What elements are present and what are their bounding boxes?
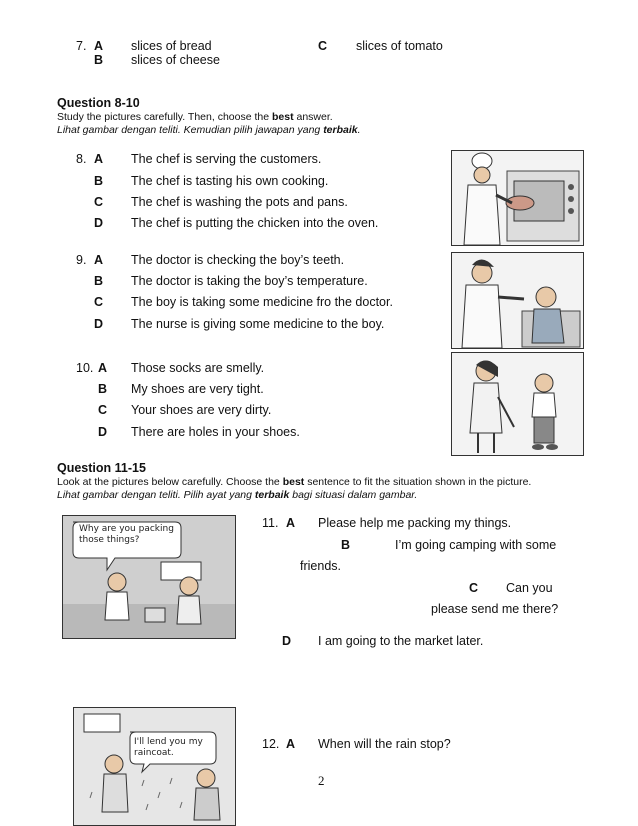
q7-option-a-letter: A bbox=[94, 39, 104, 53]
instr2-ms-bold: terbaik bbox=[254, 489, 290, 501]
page-number: 2 bbox=[318, 773, 325, 788]
q11-option-d-letter: D bbox=[282, 634, 292, 648]
q8-number: 8. bbox=[76, 152, 87, 166]
q9-option-a-text: The doctor is checking the boy’s teeth. bbox=[131, 253, 345, 267]
q8-option-a-text: The chef is serving the customers. bbox=[131, 152, 322, 166]
q9-option-b-text: The doctor is taking the boy’s temperature. bbox=[131, 274, 368, 288]
q11-option-b-letter: B bbox=[341, 538, 351, 552]
section-instruction-en bbox=[57, 111, 333, 123]
q7-option-b-letter: B bbox=[94, 53, 104, 67]
q10-option-b-text: My shoes are very tight. bbox=[131, 382, 264, 396]
q8-option-d-text: The chef is putting the chicken into the oven. bbox=[131, 216, 379, 230]
q9-option-d-text: The nurse is giving some medicine to the boy. bbox=[131, 317, 385, 331]
q8-option-b-text: The chef is tasting his own cooking. bbox=[131, 174, 329, 188]
q9-option-a-letter: A bbox=[94, 253, 104, 267]
q11-option-a-text: Please help me packing my things. bbox=[318, 516, 512, 530]
q11-option-d-text: I am going to the market later. bbox=[318, 634, 484, 648]
q10-option-a-text: Those socks are smelly. bbox=[131, 361, 265, 375]
q8-option-d-letter: D bbox=[94, 216, 104, 230]
q11-option-c-letter: C bbox=[469, 581, 479, 595]
q11-option-c-text-cont: please send me there? bbox=[431, 602, 559, 616]
q12-option-a-text: When will the rain stop? bbox=[318, 737, 451, 751]
chef-oven-illustration bbox=[451, 150, 584, 246]
q8-option-c-text: The chef is washing the pots and pans. bbox=[131, 195, 348, 209]
section-title-11-15: Question 11-15 bbox=[57, 461, 146, 475]
instr-en-pre: Study the pictures carefully. Then, choose the bbox=[57, 111, 272, 123]
q10-option-d-text: There are holes in your shoes. bbox=[131, 425, 300, 439]
raincoat-speech-bubble-text: I'll lend you my raincoat. bbox=[134, 737, 203, 758]
section-instruction-ms bbox=[57, 124, 361, 136]
section2-instruction-en bbox=[57, 476, 531, 488]
q9-option-d-letter: D bbox=[94, 317, 104, 331]
instr2-ms-pre: Lihat gambar dengan teliti. Pilih ayat yang bbox=[57, 489, 255, 501]
q7-number: 7. bbox=[76, 39, 87, 53]
q7-option-c-letter: C bbox=[318, 39, 328, 53]
instr2-ms-post: bagi situasi dalam gambar. bbox=[289, 489, 418, 501]
instr-ms-post: . bbox=[357, 124, 361, 136]
instr-ms-bold: terbaik bbox=[323, 124, 358, 136]
raincoat-illustration bbox=[73, 707, 236, 826]
q10-option-d-letter: D bbox=[98, 425, 108, 439]
q7-option-c-text: slices of tomato bbox=[356, 39, 443, 53]
mother-boy-shoes-illustration bbox=[451, 352, 584, 456]
q10-option-c-text: Your shoes are very dirty. bbox=[131, 403, 272, 417]
q11-number: 11. bbox=[262, 516, 279, 530]
q12-number: 12. bbox=[262, 737, 280, 751]
instr-ms-pre: Lihat gambar dengan teliti. Kemudian pilih jawapan yang bbox=[57, 124, 324, 136]
packing-speech-bubble-text: Why are you packing those things? bbox=[79, 524, 174, 545]
q8-option-c-letter: C bbox=[94, 195, 104, 209]
q9-number: 9. bbox=[76, 253, 87, 267]
instr2-en-pre: Look at the pictures below carefully. Choose the bbox=[57, 476, 283, 488]
instr2-en-bold: best bbox=[282, 476, 305, 488]
instr2-en-post: sentence to fit the situation shown in the picture. bbox=[304, 476, 532, 488]
doctor-boy-illustration bbox=[451, 252, 584, 349]
q8-option-b-letter: B bbox=[94, 174, 104, 188]
section-title-8-10: Question 8-10 bbox=[57, 96, 140, 110]
q9-option-b-letter: B bbox=[94, 274, 104, 288]
instr-en-bold: best bbox=[271, 111, 294, 123]
q8-option-a-letter: A bbox=[94, 152, 104, 166]
instr-en-post: answer. bbox=[293, 111, 333, 123]
q9-option-c-text: The boy is taking some medicine fro the doctor. bbox=[131, 295, 393, 309]
q7-option-b-text: slices of cheese bbox=[131, 53, 220, 67]
q11-option-c-text: Can you bbox=[506, 581, 553, 595]
section2-instruction-ms bbox=[57, 489, 417, 501]
q11-option-b-text: I’m going camping with some bbox=[395, 538, 557, 552]
q11-option-b-text-cont: friends. bbox=[300, 559, 341, 573]
q12-option-a-letter: A bbox=[286, 737, 296, 751]
q9-option-c-letter: C bbox=[94, 295, 104, 309]
q10-option-a-letter: A bbox=[98, 361, 108, 375]
q10-option-b-letter: B bbox=[98, 382, 108, 396]
q7-option-a-text: slices of bread bbox=[131, 39, 212, 53]
q11-option-a-letter: A bbox=[286, 516, 296, 530]
q10-number: 10. bbox=[76, 361, 94, 375]
q10-option-c-letter: C bbox=[98, 403, 108, 417]
